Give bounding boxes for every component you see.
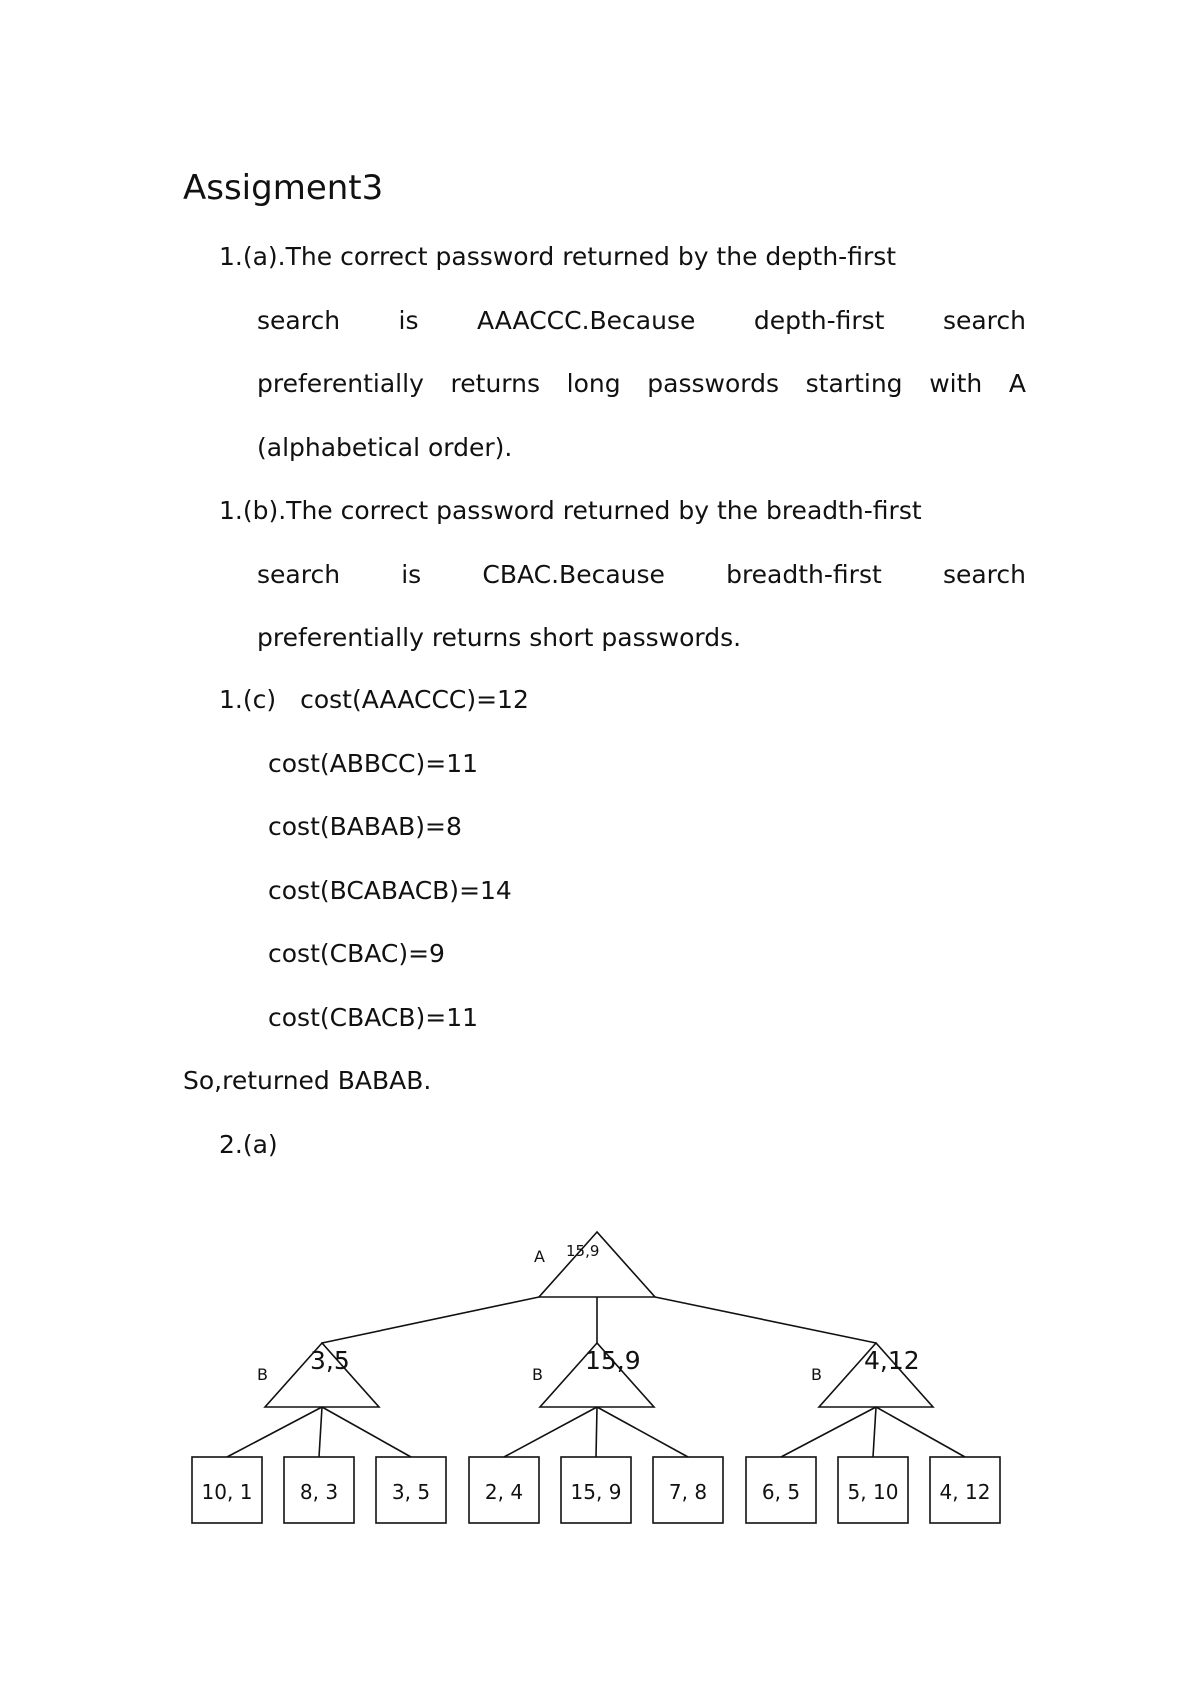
cost-line: cost(CBACB)=11 <box>268 1003 479 1032</box>
answer-1b-line-3: preferentially returns short passwords. <box>257 623 742 652</box>
answer-1a-line-4: (alphabetical order). <box>257 432 513 462</box>
leaf-value-label: 5, 10 <box>847 1480 899 1504</box>
tree-edge <box>504 1407 597 1457</box>
root-player-label: A <box>534 1247 545 1266</box>
cost-line: cost(BABAB)=8 <box>268 812 462 841</box>
cost-line: cost(BCABACB)=14 <box>268 876 512 905</box>
node-value-label: 4,12 <box>864 1346 920 1375</box>
cost-line: cost(ABBCC)=11 <box>268 749 479 778</box>
tree-edge <box>597 1407 688 1457</box>
leaf-value-label: 15, 9 <box>570 1480 622 1504</box>
node-value-label: 3,5 <box>310 1346 350 1375</box>
leaf-value-label: 10, 1 <box>201 1480 253 1504</box>
cost-line: cost(AAACCC)=12 <box>300 685 529 714</box>
tree-edge <box>873 1407 876 1457</box>
leaf-value-label: 3, 5 <box>391 1480 431 1504</box>
answer-1c-label: 1.(c) <box>219 685 277 714</box>
cost-line: cost(CBAC)=9 <box>268 939 445 968</box>
answer-1a-line-1: 1.(a).The correct password returned by the depth-first <box>219 242 897 271</box>
tree-edge <box>876 1407 965 1457</box>
tree-edge <box>781 1407 876 1457</box>
answer-1b-line-1: 1.(b).The correct password returned by the breadth-first <box>219 496 922 525</box>
answer-2a-label: 2.(a) <box>219 1130 278 1159</box>
leaf-value-label: 4, 12 <box>939 1480 991 1504</box>
node-player-label: B <box>811 1365 822 1384</box>
answer-1a-line-3: preferentially returns long passwords starting with A <box>257 369 1026 398</box>
leaf-value-label: 7, 8 <box>668 1480 708 1504</box>
node-player-label: B <box>532 1365 543 1384</box>
document-title: Assigment3 <box>183 168 384 208</box>
conclusion: So,returned BABAB. <box>183 1066 432 1095</box>
leaf-value-label: 2, 4 <box>484 1480 524 1504</box>
tree-edge <box>319 1407 322 1457</box>
tree-edge <box>596 1407 597 1457</box>
node-player-label: B <box>257 1365 268 1384</box>
tree-edge <box>227 1407 322 1457</box>
root-value-label: 15,9 <box>566 1242 600 1260</box>
leaf-value-label: 8, 3 <box>299 1480 339 1504</box>
leaf-value-label: 6, 5 <box>761 1480 801 1504</box>
tree-edge <box>322 1407 411 1457</box>
answer-1a-line-2: search is AAACCC.Because depth-first search <box>257 305 1026 335</box>
answer-1b-line-2: search is CBAC.Because breadth-first search <box>257 559 1026 589</box>
node-value-label: 15,9 <box>585 1346 641 1375</box>
tree-edge <box>322 1297 539 1343</box>
tree-edge <box>655 1297 876 1343</box>
